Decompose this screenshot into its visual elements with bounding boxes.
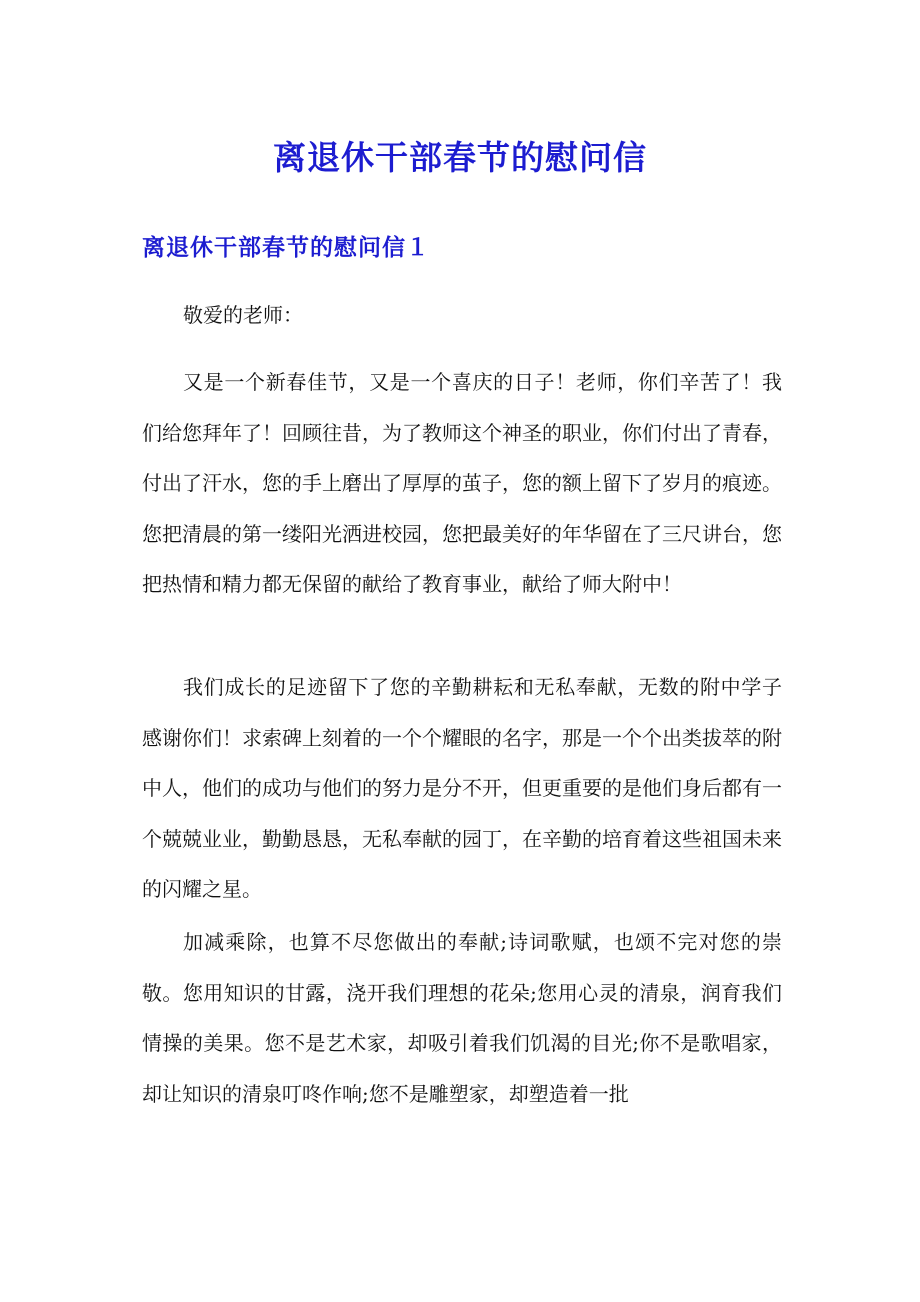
paragraph-1: 又是一个新春佳节，又是一个喜庆的日子！老师，你们辛苦了！我们给您拜年了！回顾往昔，为了教师这个神圣的职业，你们付出了青春，付出了汗水，您的手上磨出了厚厚的茧子，您的额上留下了岁月的痕迹。您把清晨的第一缕阳光洒进校园，您把最美好的年华留在了三尺讲台，您把热情和精力都无保留的献给了教育事业，献给了师大附中！ bbox=[142, 370, 782, 596]
salutation: 敬爱的老师： bbox=[183, 303, 303, 327]
document-title: 离退休干部春节的慰问信 bbox=[273, 138, 647, 177]
section-heading: 离退休干部春节的慰问信１ bbox=[142, 234, 430, 261]
paragraph-3: 加减乘除，也算不尽您做出的奉献;诗词歌赋，也颂不完对您的崇敬。您用知识的甘露，浇开我们理想的花朵;您用心灵的清泉，润育我们情操的美果。您不是艺术家，却吸引着我们饥渴的目光;你不是歌唱家，却让知识的清泉叮咚作响;您不是雕塑家，却塑造着一批 bbox=[142, 930, 782, 1106]
paragraph-2: 我们成长的足迹留下了您的辛勤耕耘和无私奉献，无数的附中学子感谢你们！求索碑上刻着的一个个耀眼的名字，那是一个个出类拔萃的附中人，他们的成功与他们的努力是分不开，但更重要的是他们身后都有一个兢兢业业，勤勤恳恳，无私奉献的园丁，在辛勤的培育着这些祖国未来的闪耀之星。 bbox=[142, 675, 782, 901]
